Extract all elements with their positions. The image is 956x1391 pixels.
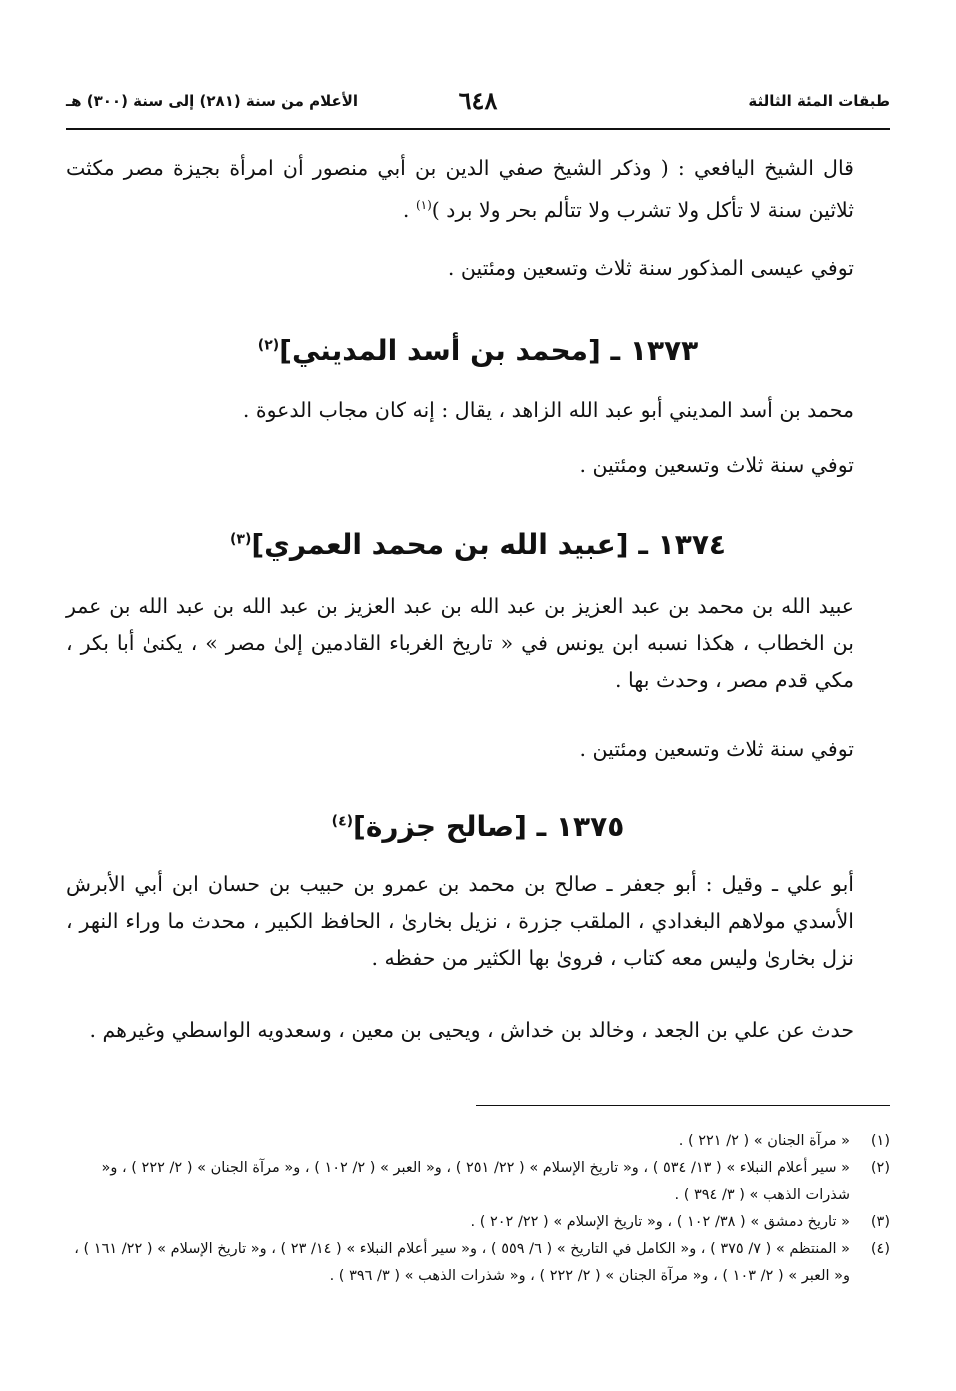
header-rule: [66, 128, 890, 130]
date-range-title: الأعلام من سنة (٢٨١) إلى سنة (٣٠٠) هـ: [66, 92, 359, 110]
entry-paragraph: عبيد الله بن محمد بن عبد العزيز بن عبد الله بن عبد العزيز بن عبد الله بن عبد الله بن عمر بن الخطاب ، هكذا نسبه ابن يونس في « تاريخ الغرباء القادمين إلىٰ مصر » ، يكنىٰ أبا بكر ، مكي قدم مصر ، وحدث بها .: [66, 594, 854, 692]
footnote: [66, 1155, 890, 1209]
footnote: [66, 1236, 890, 1290]
page-header: [66, 86, 890, 120]
footnote-rule: [476, 1105, 890, 1106]
death-note: توفي سنة ثلاث وتسعين ومئتين .: [579, 453, 854, 477]
footnote-number: (١): [870, 1133, 890, 1149]
footnote-text: « مرآة الجنان » ( ٢/ ٢٢١ ) .: [678, 1133, 850, 1149]
footnote-ref: (٤): [331, 813, 354, 830]
footnote-number: (٤): [870, 1241, 890, 1257]
intro-end: .: [402, 197, 416, 222]
entry-title: ١٣٧٤ ـ [عبيد الله بن محمد العمري]: [251, 528, 726, 561]
death-note: توفي عيسى المذكور سنة ثلاث وتسعين ومئتين .: [447, 256, 854, 280]
entry-title: ١٣٧٥ ـ [صالح جزرة]: [353, 810, 625, 843]
entry-paragraph: أبو علي ـ وقيل : أبو جعفر ـ صالح بن محمد بن عمرو بن حبيب بن حسان ابن أبي الأبرش الأسدي مولاهم البغدادي ، الملقب جزرة ، نزيل بخارىٰ ، الحافظ الكبير ، محدث ما وراء النهر ، نزل بخارىٰ وليس معه كتاب ، فروىٰ بها الكثير من حفظه .: [66, 872, 854, 970]
intro-paragraph: [66, 150, 890, 229]
footnote-text: « تاريخ دمشق » ( ٣٨/ ١٠٢ ) ، و« تاريخ الإسلام » ( ٢٢/ ٢٠٢ ) .: [470, 1214, 850, 1230]
page-number: ٦٤٨: [458, 86, 498, 115]
entry-heading: [66, 810, 890, 843]
footnote: [66, 1128, 890, 1155]
footnote-ref: (٢): [257, 337, 280, 354]
footnote-ref: (٣): [230, 531, 252, 548]
entry-heading: [66, 528, 890, 561]
footnote-number: (٣): [870, 1214, 890, 1230]
death-note: توفي سنة ثلاث وتسعين ومئتين .: [579, 737, 854, 761]
entry-title: ١٣٧٣ ـ [محمد بن أسد المديني]: [279, 334, 699, 367]
footnote-text: « سير أعلام النبلاء » ( ١٣/ ٥٣٤ ) ، و« تاريخ الإسلام » ( ٢٢/ ٢٥١ ) ، و« العبر » ( ٢/ ١٠٢ ) ، و« مرآة الجنان » ( ٢/ ٢٢٢ ) ، و« شذرات الذهب » ( ٣/ ٣٩٤ ) .: [101, 1160, 850, 1203]
footnote-text: « المنتظم » ( ٧/ ٣٧٥ ) ، و« الكامل في التاريخ » ( ٦/ ٥٥٩ ) ، و« سير أعلام النبلاء » ( ١٤/ ٢٣ ) ، و« تاريخ الإسلام » ( ٢٢/ ١٦١ ) ، و« العبر » ( ٢/ ١٠٣ ) ، و« مرآة الجنان » ( ٢/ ٢٢٢ ) ، و« شذرات الذهب » ( ٣/ ٣٩٦ ) .: [74, 1241, 850, 1284]
footnote-ref: (١): [415, 198, 432, 212]
section-title: طبقات المئة الثالثة: [748, 92, 890, 110]
intro-text: قال الشيخ اليافعي : ( وذكر الشيخ صفي الدين بن أبي منصور أن امرأة بجيزة مصر مكثت ثلاثين سنة لا تأكل ولا تشرب ولا تتألم بحر ولا برد ): [66, 156, 854, 222]
footnote: [66, 1209, 890, 1236]
footnote-number: (٢): [870, 1160, 890, 1176]
entry-heading: [66, 334, 890, 367]
entry-paragraph: محمد بن أسد المديني أبو عبد الله الزاهد ، يقال : إنه كان مجاب الدعوة .: [242, 398, 854, 422]
entry-paragraph: حدث عن علي بن الجعد ، وخالد بن خداش ، ويحيى بن معين ، وسعدويه الواسطي وغيرهم .: [89, 1018, 854, 1042]
footnotes: [66, 1128, 890, 1290]
